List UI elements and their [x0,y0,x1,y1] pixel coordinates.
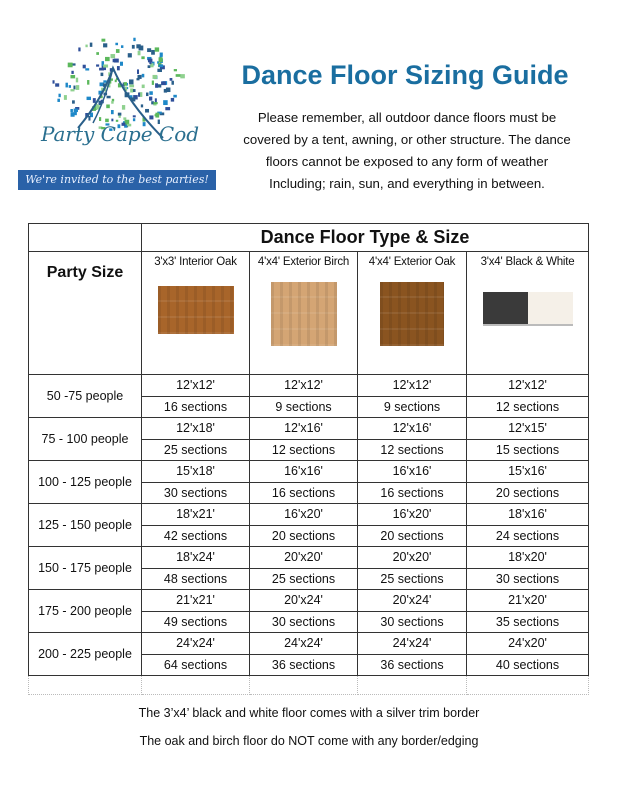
confetti-dot [132,45,135,49]
confetti-dot [115,80,117,83]
confetti-dot [111,119,113,122]
confetti-dot [155,114,158,116]
party-size-cell: 75 - 100 people [29,418,142,461]
floor-swatch-image [158,286,234,334]
confetti-dot [103,43,107,47]
party-size-cell: 150 - 175 people [29,547,142,590]
confetti-dot [78,47,80,51]
brand-name: Party Cape Cod [40,122,200,146]
floor-size-cell: 20'x20' [250,547,358,569]
confetti-dot [148,59,152,63]
confetti-dot [171,98,174,102]
confetti-dot [111,110,114,114]
sections-cell: 20 sections [250,525,358,547]
confetti-dot [115,43,118,45]
confetti-dot [99,68,104,71]
confetti-dot [174,69,177,71]
sections-cell: 16 sections [250,482,358,504]
sections-cell: 30 sections [358,611,467,633]
empty-cell [358,676,467,695]
floor-size-cell: 20'x24' [250,590,358,612]
sections-cell: 40 sections [467,654,589,676]
confetti-dot [99,117,101,121]
confetti-dot [106,104,110,108]
sections-cell: 36 sections [250,654,358,676]
party-size-cell: 125 - 150 people [29,504,142,547]
floor-size-cell: 15'x18' [142,461,250,483]
empty-cell [250,676,358,695]
sections-cell: 35 sections [467,611,589,633]
confetti-dot [118,113,122,116]
sections-cell: 64 sections [142,654,250,676]
confetti-dot [171,81,173,85]
confetti-dot [151,50,155,55]
floor-size-cell: 21'x20' [467,590,589,612]
confetti-dot [146,93,148,97]
confetti-dot [139,46,144,51]
confetti-dot [70,75,75,78]
table-row [29,504,589,526]
confetti-dot [155,98,157,102]
floor-swatch-image [271,282,337,346]
confetti-dot [149,115,153,119]
confetti-dot [83,65,86,69]
blank-cell [29,224,142,252]
confetti-dot [70,109,73,112]
floor-size-cell: 12'x12' [358,375,467,397]
confetti-dot [64,95,67,100]
confetti-dot [85,45,87,48]
confetti-dot [68,63,73,68]
confetti-dot [165,107,170,110]
floor-size-cell: 24'x20' [467,633,589,655]
party-size-cell: 100 - 125 people [29,461,142,504]
floor-swatch-image [483,292,573,326]
sections-cell: 20 sections [358,525,467,547]
confetti-dot [53,80,55,83]
floor-size-cell: 12'x12' [467,375,589,397]
sections-cell: 12 sections [250,439,358,461]
confetti-dot [111,101,113,104]
confetti-dot [138,51,141,55]
confetti-dot [122,105,125,110]
confetti-dot [161,81,166,85]
confetti-dot [141,56,144,59]
confetti-dot [103,80,106,82]
sections-cell: 30 sections [250,611,358,633]
confetti-dot [149,91,152,95]
confetti-dot [120,62,123,66]
confetti-dot [76,78,78,83]
confetti-dot [58,94,60,97]
floor-size-cell: 18'x20' [467,547,589,569]
floor-type-header [142,252,250,375]
table-row [29,633,589,655]
floor-type-label: 4'x4' Exterior Birch [257,256,350,268]
confetti-dot [124,82,127,86]
confetti-dot [173,95,176,98]
table-row [29,590,589,612]
confetti-dot [141,104,143,107]
floor-type-header [467,252,589,375]
floor-swatch-image [380,282,444,346]
confetti-dot [153,75,158,79]
confetti-dot [149,97,152,101]
floor-size-cell: 24'x24' [250,633,358,655]
confetti-dot [110,54,115,58]
sections-cell: 25 sections [142,439,250,461]
confetti-dot [133,115,136,117]
table-row [29,547,589,569]
intro-line: Including; rain, sun, and everything in between. [269,176,545,191]
party-size-cell: 175 - 200 people [29,590,142,633]
group-header: Dance Floor Type & Size [142,224,589,252]
sections-cell: 12 sections [467,396,589,418]
table-row [29,418,589,440]
floor-size-cell: 21'x21' [142,590,250,612]
confetti-dot [101,73,104,76]
confetti-dot [123,117,126,119]
floor-size-cell: 18'x24' [142,547,250,569]
table-row [29,461,589,483]
confetti-dot [90,43,93,47]
confetti-dot [130,88,133,92]
sections-cell: 49 sections [142,611,250,633]
sections-cell: 36 sections [358,654,467,676]
confetti-dot [93,98,96,103]
sections-cell: 25 sections [250,568,358,590]
confetti-dot [71,112,75,117]
intro-line: covered by a tent, awning, or other structure. The dance [243,132,571,147]
confetti-dot [69,85,71,88]
confetti-dot [129,79,133,84]
party-size-cell: 50 -75 people [29,375,142,418]
note-no-border: The oak and birch floor do NOT come with any border/edging [139,734,479,748]
confetti-dot [133,89,136,92]
confetti-dot [159,64,164,67]
floor-size-cell: 20'x24' [358,590,467,612]
floor-size-cell: 24'x24' [358,633,467,655]
confetti-dot [96,64,99,66]
floor-size-cell: 16'x20' [358,504,467,526]
confetti-dot [72,100,75,103]
party-size-cell: 200 - 225 people [29,633,142,676]
floor-size-cell: 16'x16' [250,461,358,483]
sections-cell: 12 sections [358,439,467,461]
confetti-dot [87,97,91,100]
confetti-dot [170,78,173,81]
confetti-dot [76,85,79,90]
floor-type-label: 3'x3' Interior Oak [154,256,237,268]
confetti-dot [160,53,163,57]
confetti-dot [180,74,185,78]
confetti-dot [142,85,145,89]
table-row [29,375,589,397]
confetti-dot [117,66,120,70]
confetti-dot [157,69,162,72]
sections-cell: 42 sections [142,525,250,547]
empty-cell [142,676,250,695]
confetti-dot [55,83,59,86]
floor-size-cell: 20'x20' [358,547,467,569]
confetti-dot [85,68,89,70]
intro-line: floors cannot be exposed to any form of weather [265,154,549,169]
confetti-dot [129,85,134,88]
floor-size-cell: 16'x20' [250,504,358,526]
intro-text [212,107,602,195]
floor-size-cell: 12'x16' [250,418,358,440]
confetti-dot [164,89,167,93]
confetti-dot [70,89,74,91]
sections-cell: 30 sections [467,568,589,590]
floor-size-cell: 12'x12' [250,375,358,397]
confetti-dot [103,64,108,67]
empty-cell [467,676,589,695]
sections-cell: 20 sections [467,482,589,504]
floor-size-cell: 18'x21' [142,504,250,526]
confetti-dot [153,102,157,104]
floor-size-cell: 12'x16' [358,418,467,440]
confetti-dot [148,65,151,68]
confetti-dot [155,47,159,51]
confetti-dot [133,38,135,41]
sections-cell: 9 sections [250,396,358,418]
confetti-dot [121,45,123,48]
confetti-dot [116,49,120,53]
floor-type-header [250,252,358,375]
confetti-dot [158,84,162,87]
floor-type-header [358,252,467,375]
confetti-dot [155,83,158,87]
confetti-dot [107,96,111,99]
floor-size-cell: 15'x16' [467,461,589,483]
confetti-dot [142,74,145,78]
confetti-dot [66,83,68,88]
confetti-dot [87,80,89,85]
sections-cell: 24 sections [467,525,589,547]
confetti-dot [152,81,154,85]
floor-size-cell: 18'x16' [467,504,589,526]
sizing-table [28,223,589,695]
confetti-dot [74,111,77,115]
floor-type-label: 4'x4' Exterior Oak [368,256,456,268]
confetti-dot [96,52,99,55]
floor-type-label: 3'x4' Black & White [480,256,575,268]
floor-size-cell: 12'x15' [467,418,589,440]
sections-cell: 16 sections [142,396,250,418]
note-border: The 3’x4’ black and white floor comes with a silver trim border [138,706,480,720]
confetti-dot [137,69,139,74]
confetti-dot [133,118,135,121]
party-cape-cod-logo-icon [18,28,218,193]
empty-cell [29,676,142,695]
confetti-dot [138,75,142,79]
sections-cell: 30 sections [142,482,250,504]
party-size-header: Party Size [29,252,142,375]
confetti-dot [57,99,60,102]
confetti-dot [71,71,73,74]
confetti-dot [128,53,132,57]
tagline: We're invited to the best parties! [18,170,216,190]
sections-cell: 25 sections [358,568,467,590]
confetti-dot [159,57,163,62]
floor-size-cell: 12'x12' [142,375,250,397]
floor-size-cell: 16'x16' [358,461,467,483]
confetti-dot [105,57,110,61]
confetti-dot [176,74,181,77]
sections-cell: 15 sections [467,439,589,461]
confetti-dot [163,100,168,105]
confetti-dot [119,115,121,117]
confetti-dot [147,48,151,52]
floor-size-cell: 12'x18' [142,418,250,440]
confetti-dot [73,86,75,90]
sections-cell: 9 sections [358,396,467,418]
intro-line: Please remember, all outdoor dance floors must be [257,110,557,125]
floor-size-cell: 24'x24' [142,633,250,655]
page-title: Dance Floor Sizing Guide [241,60,569,90]
sections-cell: 16 sections [358,482,467,504]
sections-cell: 48 sections [142,568,250,590]
confetti-dot [138,93,140,97]
confetti-dot [113,59,118,62]
confetti-dot [145,109,149,113]
confetti-dot [88,116,90,121]
confetti-dot [101,39,105,42]
